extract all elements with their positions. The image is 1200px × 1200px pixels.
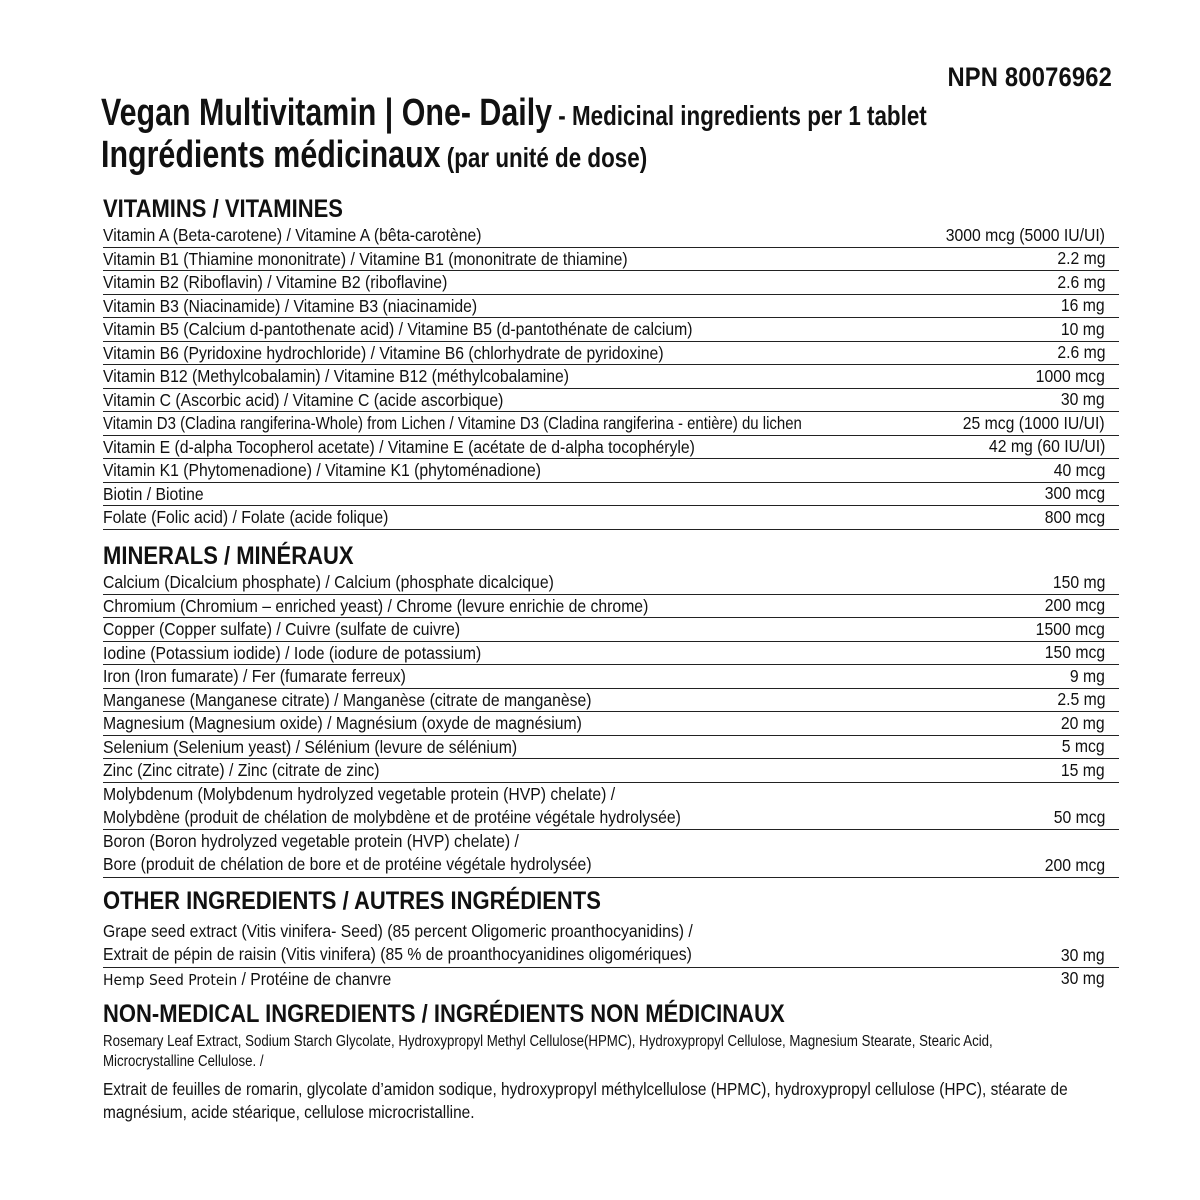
other-ingredients-section: [103, 886, 1119, 990]
table-row: [103, 248, 1119, 272]
table-row: [103, 295, 1119, 319]
ingredient-name: Vitamin B5 (Calcium d-pantothenate acid) / Vitamine B5 (d-pantothénate de calcium): [103, 319, 693, 339]
section-heading: VITAMINS / VITAMINES: [103, 195, 343, 223]
ingredient-amount: 9 mg: [1069, 665, 1105, 686]
ingredient-name: Vitamin B3 (Niacinamide) / Vitamine B3 (niacinamide): [103, 295, 478, 316]
ingredient-name: Vitamin D3 (Cladina rangiferina-Whole) from Lichen / Vitamine D3 (Cladina rangiferina - entière) du lichen: [103, 413, 802, 433]
ingredient-name: Vitamin C (Ascorbic acid) / Vitamine C (acide ascorbique): [103, 389, 504, 410]
title-fr-subtitle: (par unité de dose): [440, 142, 648, 173]
title-fr-main: Ingrédients médicinaux: [101, 134, 441, 176]
ingredient-name: [103, 968, 391, 991]
ingredient-amount: 200 mcg: [1044, 595, 1105, 615]
table-row: [103, 271, 1119, 295]
table-row: [103, 483, 1119, 507]
non-medical-ingredients-en: Rosemary Leaf Extract, Sodium Starch Glycolate, Hydroxypropyl Methyl Cellulose(HPMC), Hydroxypropyl Cellulose, Magnesium Stearate, Stearic Acid, Microcrystalline Cellulose. /: [103, 1033, 993, 1070]
table-row: [103, 412, 1119, 436]
ingredient-amount: 150 mg: [1052, 571, 1105, 592]
product-title-fr: [101, 134, 647, 177]
ingredient-amount: 1500 mcg: [1035, 618, 1105, 639]
ingredient-amount: 15 mg: [1061, 759, 1105, 780]
ingredient-amount: 3000 mcg (5000 IU/UI): [945, 224, 1105, 245]
ingredient-name: Vitamin B12 (Methylcobalamin) / Vitamine B12 (méthylcobalamine): [103, 366, 570, 386]
table-row: [103, 712, 1119, 736]
vitamins-table: [103, 224, 1119, 530]
table-row: [103, 595, 1119, 619]
ingredient-amount: 150 mcg: [1044, 642, 1105, 662]
table-row: [103, 389, 1119, 413]
table-row: [103, 665, 1119, 689]
ingredient-amount: 30 mg: [1061, 944, 1105, 965]
ingredient-name: Biotin / Biotine: [103, 483, 204, 504]
ingredient-name-fr: / Protéine de chanvre: [237, 968, 392, 989]
ingredient-name: [103, 830, 592, 876]
ingredient-amount: 2.6 mg: [1056, 342, 1105, 362]
ingredient-name-line: Grape seed extract (Vitis vinifera- Seed) (85 percent Oligomeric proanthocyanidins) /: [103, 921, 693, 941]
ingredient-amount: 16 mg: [1061, 295, 1105, 315]
section-heading: MINERALS / MINÉRAUX: [103, 542, 354, 570]
ingredient-amount: 50 mcg: [1053, 807, 1105, 827]
section-heading: NON-MEDICAL INGREDIENTS / INGRÉDIENTS NON MÉDICINAUX: [103, 1000, 785, 1028]
ingredient-amount: 300 mcg: [1044, 483, 1105, 503]
ingredient-name: Folate (Folic acid) / Folate (acide folique): [103, 507, 389, 527]
ingredient-name: Copper (Copper sulfate) / Cuivre (sulfate de cuivre): [103, 619, 461, 639]
ingredient-amount: 20 mg: [1061, 712, 1105, 733]
table-row: [103, 968, 1119, 991]
ingredient-name-line: Boron (Boron hydrolyzed vegetable protein (HVP) chelate) /: [103, 831, 519, 851]
ingredient-name: Manganese (Manganese citrate) / Manganèse (citrate de manganèse): [103, 689, 592, 710]
ingredient-amount: 1000 mcg: [1035, 365, 1105, 386]
table-row: [103, 736, 1119, 760]
table-row: [103, 459, 1119, 483]
table-row: [103, 783, 1119, 831]
table-row: [103, 830, 1119, 878]
table-row: [103, 318, 1119, 342]
ingredient-amount: 200 mcg: [1044, 854, 1105, 875]
ingredient-name: Vitamin B2 (Riboflavin) / Vitamine B2 (riboflavine): [103, 272, 448, 292]
ingredient-amount: 42 mg (60 IU/UI): [988, 436, 1105, 456]
other-ingredients-table: [103, 920, 1119, 990]
title-subtitle: - Medicinal ingredients per 1 tablet: [552, 100, 927, 131]
ingredient-amount: 25 mcg (1000 IU/UI): [963, 412, 1105, 433]
ingredient-name-line: Bore (produit de chélation de bore et de protéine végétale hydrolysée): [103, 854, 592, 874]
ingredient-amount: 2.5 mg: [1056, 689, 1105, 709]
table-row: [103, 365, 1119, 389]
ingredient-name-en: Hemp Seed Protein: [103, 970, 238, 989]
ingredient-name: Selenium (Selenium yeast) / Sélénium (levure de sélénium): [103, 736, 518, 757]
ingredient-amount: 30 mg: [1061, 968, 1105, 988]
table-row: [103, 618, 1119, 642]
ingredient-name: Vitamin E (d-alpha Tocopherol acetate) / Vitamine E (acétate de d-alpha tocophéryle): [103, 436, 695, 457]
ingredient-amount: 2.6 mg: [1056, 271, 1105, 292]
ingredient-amount: 2.2 mg: [1056, 248, 1105, 268]
ingredient-amount: 5 mcg: [1062, 736, 1105, 756]
ingredient-name: Iron (Iron fumarate) / Fer (fumarate ferreux): [103, 666, 406, 686]
non-medical-ingredients-fr: Extrait de feuilles de romarin, glycolate d’amidon sodique, hydroxypropyl méthylcellulose (HPMC), hydroxypropyl cellulose (HPC), stéarate de magnésium, acide stéarique, cellulose microcristalline.: [103, 1079, 1068, 1122]
section-heading: OTHER INGREDIENTS / AUTRES INGRÉDIENTS: [103, 887, 601, 915]
ingredient-name: Vitamin K1 (Phytomenadione) / Vitamine K1 (phytoménadione): [103, 460, 542, 480]
ingredient-name: Chromium (Chromium – enriched yeast) / Chrome (levure enrichie de chrome): [103, 595, 649, 616]
ingredient-amount: 10 mg: [1061, 318, 1105, 339]
ingredient-amount: 800 mcg: [1044, 506, 1105, 527]
ingredient-amount: 40 mcg: [1053, 459, 1105, 480]
table-row: [103, 224, 1119, 248]
table-row: [103, 571, 1119, 595]
title-main: Vegan Multivitamin | One- Daily: [101, 92, 553, 134]
minerals-section: [103, 541, 1119, 878]
table-row: [103, 759, 1119, 783]
table-row: [103, 342, 1119, 366]
table-row: [103, 506, 1119, 530]
vitamins-section: [103, 194, 1119, 530]
ingredient-name: [103, 783, 681, 829]
minerals-table: [103, 571, 1119, 878]
ingredient-amount: 30 mg: [1061, 389, 1105, 409]
table-row: [103, 436, 1119, 460]
ingredient-name: Magnesium (Magnesium oxide) / Magnésium (oxyde de magnésium): [103, 713, 582, 733]
table-row: [103, 642, 1119, 666]
ingredient-name: Vitamin B1 (Thiamine mononitrate) / Vitamine B1 (mononitrate de thiamine): [103, 248, 628, 269]
ingredient-name: Iodine (Potassium iodide) / Iode (iodure de potassium): [103, 642, 482, 663]
ingredient-name: Vitamin A (Beta-carotene) / Vitamine A (bêta-carotène): [103, 225, 482, 245]
ingredient-name-line: Extrait de pépin de raisin (Vitis vinifera) (85 % de proanthocyanidines oligomériques): [103, 944, 692, 964]
ingredient-name: [103, 920, 693, 966]
ingredient-name-line: Molybdène (produit de chélation de molybdène et de protéine végétale hydrolysée): [103, 806, 681, 827]
ingredient-name: Zinc (Zinc citrate) / Zinc (citrate de zinc): [103, 760, 380, 780]
ingredient-name-line: Molybdenum (Molybdenum hydrolyzed vegetable protein (HVP) chelate) /: [103, 783, 616, 804]
npn-number: NPN 80076962: [947, 62, 1112, 92]
table-row: [103, 920, 1119, 968]
ingredient-name: Calcium (Dicalcium phosphate) / Calcium (phosphate dicalcique): [103, 572, 554, 592]
product-title: [101, 92, 927, 135]
ingredient-name: Vitamin B6 (Pyridoxine hydrochloride) / Vitamine B6 (chlorhydrate de pyridoxine): [103, 342, 664, 363]
table-row: [103, 689, 1119, 713]
